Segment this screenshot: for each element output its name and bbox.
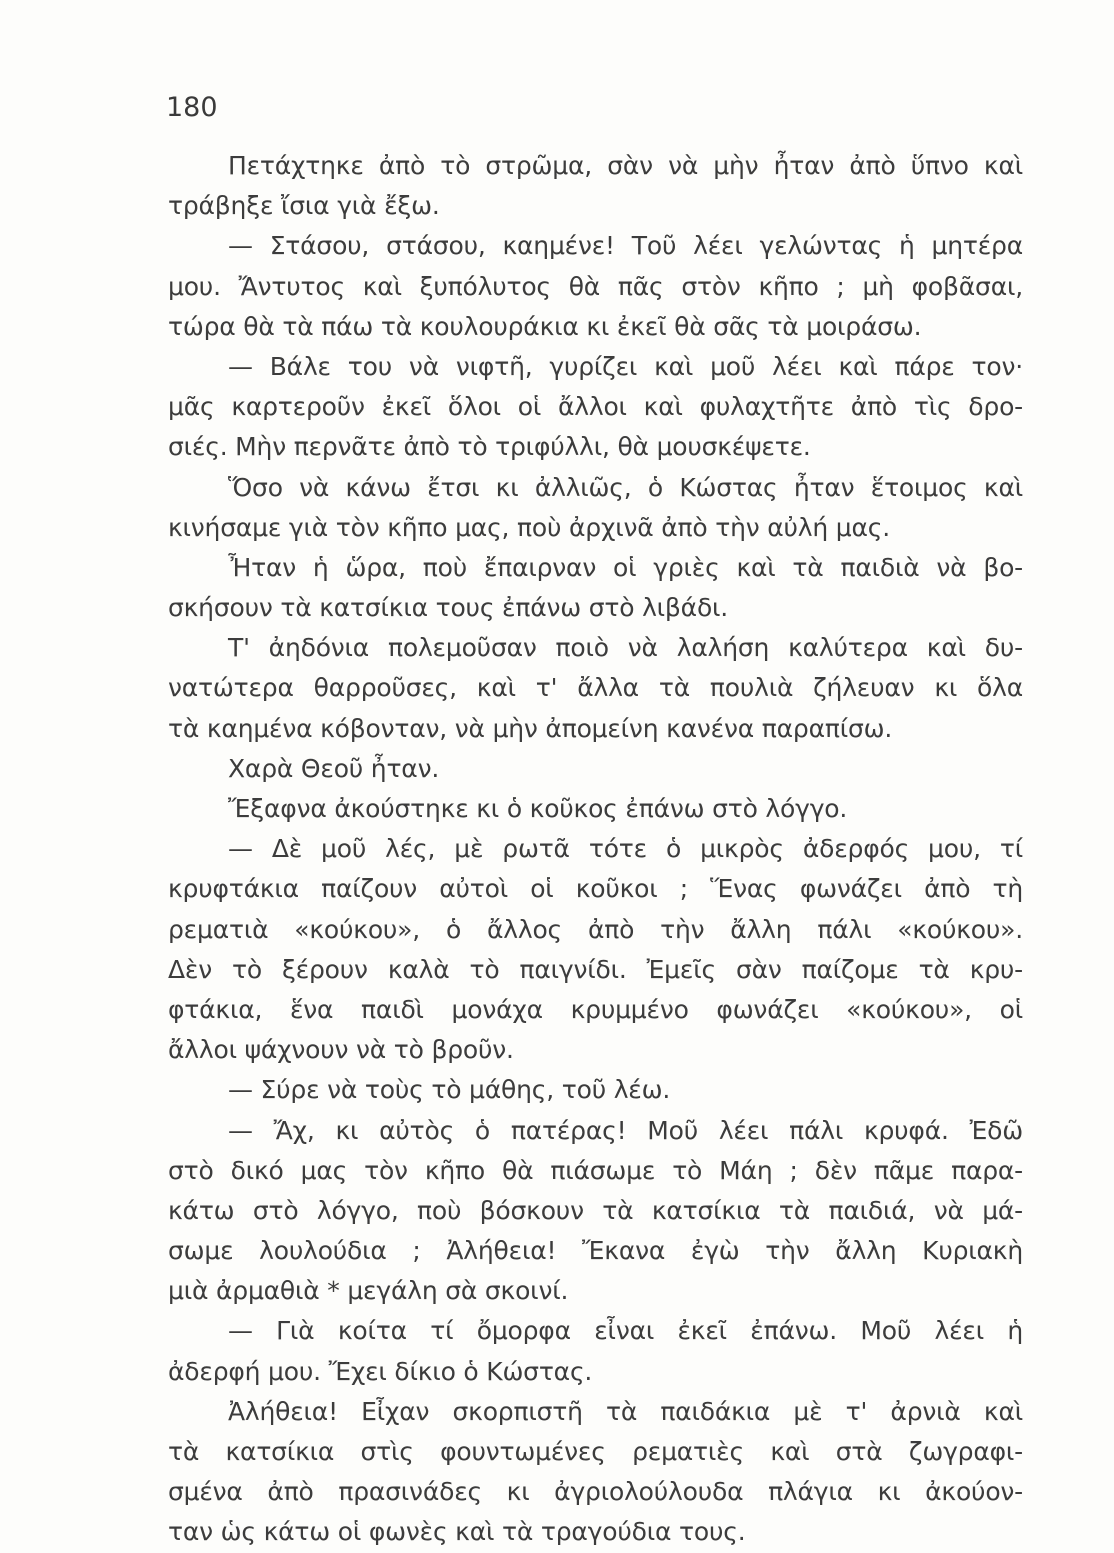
text-line: ἀδερφή μου. Ἔχει δίκιο ὁ Κώστας. (168, 1356, 593, 1386)
text-line: μᾶς καρτεροῦν ἐκεῖ ὅλοι οἱ ἄλλοι καὶ φυλαχτῆτε ἀπὸ τὶς δρο- (168, 392, 1023, 422)
text-line: σκήσουν τὰ κατσίκια τους ἐπάνω στὸ λιβάδι. (168, 593, 729, 623)
text-line: ρεματιὰ «κούκου», ὁ ἄλλος ἀπὸ τὴν ἄλλη πάλι «κούκου». (168, 914, 1023, 944)
text-line: κινήσαμε γιὰ τὸν κῆπο μας, ποὺ ἀρχινᾶ ἀπὸ τὴν αὐλή μας. (168, 512, 890, 542)
text-line: Δὲν τὸ ξέρουν καλὰ τὸ παιγνίδι. Ἐμεῖς σὰν παίζομε τὰ κρυ- (168, 954, 1023, 984)
text-line: Ἦταν ἡ ὥρα, ποὺ ἔπαιρναν οἱ γριὲς καὶ τὰ παιδιὰ νὰ βο- (228, 552, 1023, 582)
text-line: τώρα θὰ τὰ πάω τὰ κουλουράκια κι ἐκεῖ θὰ σᾶς τὰ μοιράσω. (168, 311, 922, 341)
text-line: στὸ δικό μας τὸν κῆπο θὰ πιάσωμε τὸ Μάη ; δὲν πᾶμε παρα- (168, 1155, 1023, 1185)
page-number: 180 (166, 92, 218, 123)
text-line: κάτω στὸ λόγγο, ποὺ βόσκουν τὰ κατσίκια τὰ παιδιά, νὰ μά- (168, 1195, 1023, 1225)
text-line: Ἔξαφνα ἀκούστηκε κι ὁ κοῦκος ἐπάνω στὸ λόγγο. (228, 794, 848, 823)
text-line: — Γιὰ κοίτα τί ὄμορφα εἶναι ἐκεῖ ἐπάνω. Μοῦ λέει ἡ (228, 1316, 1023, 1346)
text-line: — Βάλε του νὰ νιφτῆ, γυρίζει καὶ μοῦ λέει καὶ πάρε τον· (228, 351, 1023, 381)
text-line: τὰ καημένα κόβονταν, νὰ μὴν ἀπομείνη κανένα παραπίσω. (168, 713, 893, 743)
text-line: νατώτερα θαρροῦσες, καὶ τ' ἄλλα τὰ πουλιὰ ζήλευαν κι ὅλα (168, 673, 1023, 703)
text-line: σιές. Μὴν περνᾶτε ἀπὸ τὸ τριφύλλι, θὰ μουσκέψετε. (168, 432, 811, 462)
body-text (168, 146, 1023, 1553)
text-line: μιὰ ἀρμαθιὰ * μεγάλη σὰ σκοινί. (168, 1276, 569, 1306)
text-line: — Δὲ μοῦ λές, μὲ ρωτᾶ τότε ὁ μικρὸς ἀδερφός μου, τί (228, 834, 1023, 864)
text-line: μου. Ἄντυτος καὶ ξυπόλυτος θὰ πᾶς στὸν κῆπο ; μὴ φοβᾶσαι, (168, 271, 1023, 301)
text-line: σμένα ἀπὸ πρασινάδες κι ἀγριολούλουδα πλάγια κι ἀκούον- (168, 1477, 1023, 1507)
text-line: Τ' ἀηδόνια πολεμοῦσαν ποιὸ νὰ λαλήση καλύτερα καὶ δυ- (228, 633, 1023, 663)
text-line: Πετάχτηκε ἀπὸ τὸ στρῶμα, σὰν νὰ μὴν ἦταν ἀπὸ ὕπνο καὶ (228, 151, 1023, 180)
text-line: Χαρὰ Θεοῦ ἦταν. (228, 753, 440, 783)
text-line: — Σύρε νὰ τοὺς τὸ μάθης, τοῦ λέω. (228, 1075, 671, 1105)
text-line: σωμε λουλούδια ; Ἀλήθεια! Ἔκανα ἐγὼ τὴν ἄλλη Κυριακὴ (168, 1236, 1023, 1266)
text-line: κρυφτάκια παίζουν αὐτοὶ οἱ κοῦκοι ; Ἕνας φωνάζει ἀπὸ τὴ (168, 874, 1023, 904)
text-line: — Ἄχ, κι αὐτὸς ὁ πατέρας! Μοῦ λέει πάλι κρυφά. Ἐδῶ (228, 1115, 1023, 1145)
text-line: ἄλλοι ψάχνουν νὰ τὸ βροῦν. (168, 1035, 514, 1065)
text-line: Ὅσο νὰ κάνω ἔτσι κι ἀλλιῶς, ὁ Κώστας ἦταν ἕτοιμος καὶ (228, 472, 1023, 502)
text-line: φτάκια, ἕνα παιδὶ μονάχα κρυμμένο φωνάζει «κούκου», οἱ (168, 994, 1023, 1024)
text-line: τράβηξε ἴσια γιὰ ἔξω. (168, 191, 440, 221)
text-line: — Στάσου, στάσου, καημένε! Τοῦ λέει γελώντας ἡ μητέρα (228, 231, 1023, 261)
text-line: ταν ὡς κάτω οἱ φωνὲς καὶ τὰ τραγούδια τους. (168, 1517, 746, 1547)
text-line: Ἀλήθεια! Εἶχαν σκορπιστῆ τὰ παιδάκια μὲ τ' ἀρνιὰ καὶ (228, 1396, 1023, 1426)
text-line: τὰ κατσίκια στὶς φουντωμένες ρεματιὲς καὶ στὰ ζωγραφι- (168, 1437, 1023, 1466)
